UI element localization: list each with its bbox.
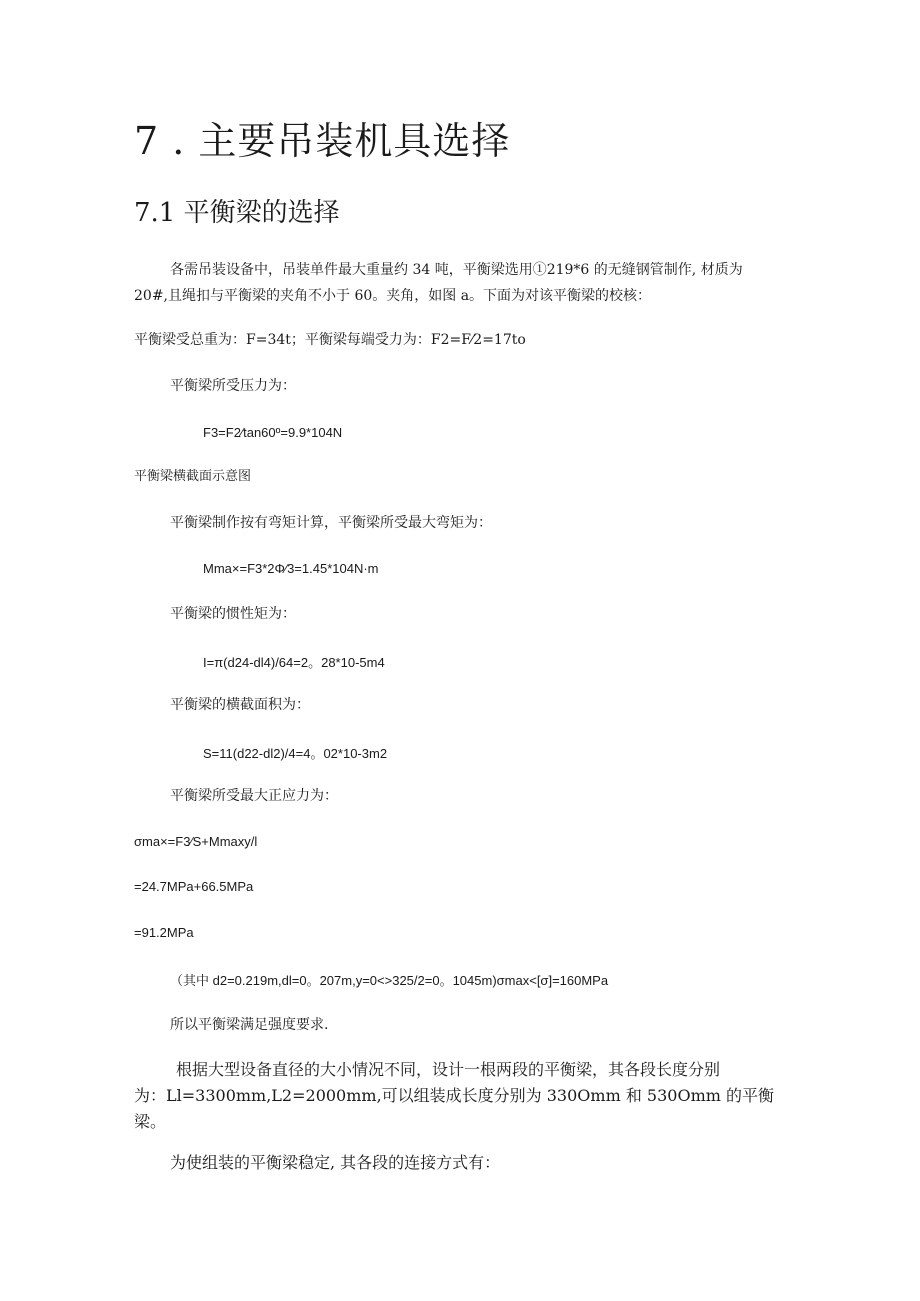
subsection-heading: 7.1 平衡梁的选择 [134,198,340,228]
pressure-label: 平衡梁所受压力为： [170,378,296,394]
section-heading: 7 . 主要吊装机具选择 [134,119,511,163]
inertia-formula: I=π(d24-dl4)/64=2。28*10-5m4 [203,655,385,670]
intro-line-2: 20#,且绳扣与平衡梁的夹角不小于 60。夹角，如图 a。下面为对该平衡梁的校核： [134,288,652,304]
area-formula: S=11(d22-dl2)/4=4。02*10-3m2 [203,746,388,761]
design-line-3: 梁。 [134,1112,167,1131]
connection-text: 为使组装的平衡梁稳定, 其各段的连接方式有： [170,1153,501,1172]
stress-label: 平衡梁所受最大正应力为： [170,788,338,804]
load-text: 平衡梁受总重为：F=34t；平衡梁每端受力为：F2=F⁄2=17to [134,332,526,348]
pressure-formula: F3=F2⁄tan60º=9.9*104N [203,425,343,440]
section-caption: 平衡梁横截面示意图 [134,469,252,484]
design-paragraph [134,1057,774,1135]
stress-formula-line-3: =91.2MPa [134,925,194,940]
parameter-note: （其中 d2=0.219m,dl=0。207m,y=0<>325/2=0。1045m)σmax<[σ]=160MPa [170,973,609,988]
area-label: 平衡梁的横截面积为： [170,697,310,713]
stress-formula-line-1: σma×=F3⁄S+Mmaxy/l [134,834,258,849]
design-line-2: 为：Ll=3300mm,L2=2000mm,可以组装成长度分别为 330Omm 和 530Omm 的平衡 [134,1086,775,1105]
inertia-label: 平衡梁的惯性矩为： [170,606,296,622]
stress-formula-line-2: =24.7MPa+66.5MPa [134,879,254,894]
intro-paragraph [134,257,743,309]
conclusion-text: 所以平衡梁满足强度要求. [170,1017,329,1033]
intro-line-1: 各需吊装设备中，吊装单件最大重量约 34 吨，平衡梁选用①219*6 的无缝钢管制作, 材质为 [170,262,743,278]
design-line-1: 根据大型设备直径的大小情况不同，设计一根两段的平衡梁，其各段长度分别 [176,1060,721,1079]
moment-label: 平衡梁制作按有弯矩计算，平衡梁所受最大弯矩为： [170,515,492,531]
moment-formula: Mma×=F3*2Φ⁄3=1.45*104N·m [203,561,379,576]
